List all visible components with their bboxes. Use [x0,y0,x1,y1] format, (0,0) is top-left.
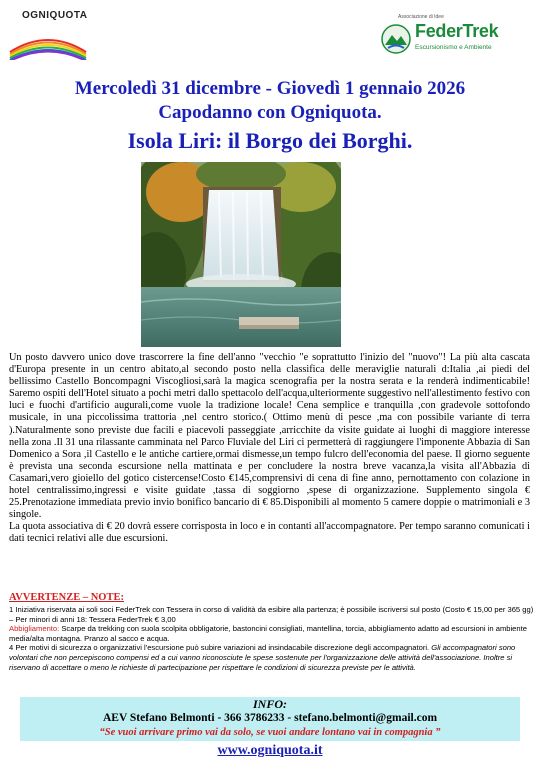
note-clothing-text: Scarpe da trekking con suola scolpita obbligatorie, bastoncini consigliati, mantellina, torcia, abbigliamento adatto ad escursioni in ambiente media/alta montagna. Pranzo al sacco e acqua. [9,624,527,643]
note-clothing-label: Abbigliamento: [9,624,60,634]
description-paragraph-fee: La quota associativa di € 20 dovrà essere corrisposta in loco e in contanti all'accompagnatore. Per tempo saranno comunicati i dati tecnici relativi alle due escursioni. [9,521,530,545]
ogniquota-logo-text: OGNIQUOTA [22,10,88,21]
ogniquota-logo [6,8,90,62]
rainbow-arc-icon [6,22,90,60]
federtrek-logo-tagline: Associazione di Idee [398,14,444,20]
event-date-title: Mercoledì 31 dicembre - Giovedì 1 gennaio 2026 [74,78,466,99]
event-location-title: Isola Liri: il Borgo dei Borghi. [127,128,413,153]
event-name-title: Capodanno con Ogniquota. [158,102,382,123]
motto-quote: “Se vuoi arrivare primo vai da solo, se vuoi andare lontano vai in compagnia ” [99,727,441,738]
note-clothing [9,624,539,643]
federtrek-emblem-icon [380,23,412,55]
federtrek-logo-subtitle: Escursionismo e Ambiente [415,44,492,51]
info-title: INFO: [252,697,287,711]
event-description [9,352,530,546]
contact-line: AEV Stefano Belmonti - 366 3786233 - stefano.belmonti@gmail.com [102,712,438,724]
federtrek-logo-name: FederTrek [415,21,499,41]
note-safety [9,643,539,672]
description-paragraph: Un posto davvero unico dove trascorrere la fine dell'anno "vecchio "e soprattutto l'inizio del "nuovo"! La più alta cascata d'Europa presente in un centro abitato,al secondo posto nella classifica delle meraviglie naturali d:Italia ,ai piedi del bellissimo Castello Boncompagni Viscogliosi,sarà la magica scenografia per la nostra serata e la renderà indimenticabile! Saremo ospiti dell'Hotel situato a pochi metri dallo spettacolo dell'acqua,ulteriormente suggestivo nell'allestimento festivo con luci e fuochi d'artificio augurali,come vuole la tradizione locale! Cena semplice e tranquilla ,con gradevole sottofondo musicale, in una piccolissima trattoria ,nel centro storico.( Ottimo menù di pesce ,ma con possibile variante di terra ).Naturalmente sono previste due facili e piacevoli passeggiate ,arricchite da visite guidate ai luoghi di maggiore interesse nella zona .Il 31 una rilassante camminata nel Parco Fluviale del Liri ci permetterà di raggiungere l'imponente Abbazia di San Domenico a Sora ,il Castello e le antiche cartiere,ormai dismesse,un tempo fulcro dell'economia del paese. Il giorno seguente è prevista una seconda escursione nella mattinata e per concludere la nostra breve vacanza,la visita all'Abbazia di Casamari,vero gioiello del gotico cistercense!Costo €145,comprensivi di cena di fine anno, pernottamento con colazione in hotel centralissimo,ingressi e visite guidate ,tassa di soggiorno ,spese di organizzazione. Supplemento singola € 25.Prenotazione immediata previo invio bonifico bancario di € 85.Disponibili al momento 5 camere doppie o matrimoniali e 3 singole. [9,352,530,521]
note-volunteers-text: Gli accompagnatori sono volontari che non percepiscono compensi ed a cui vanno riconosciute le spese sostenute per l'organizzazione delle attività dell'associazione. Inoltre si riservano di accettare o meno le richieste di partecipazione per rispettare le condizioni di sicurezza previste per le attività. [9,643,516,672]
notes-section [9,605,539,672]
note-safety-text: 4 Per motivi di sicurezza o organizzativi l'escursione può subire variazioni ad insindacabile discrezione degli accompagnatori. [9,643,430,653]
federtrek-logo [380,14,530,60]
website-link[interactable]: www.ogniquota.it [217,743,323,758]
note-membership: 1 Iniziativa riservata ai soli soci FederTrek con Tessera in corso di validità da esibire alla partenza; è possibile iscriversi sul posto (Costo € 15,00 per 365 gg) – Per minori di anni 18: Tessera FederTrek € 3,00 [9,605,534,624]
waterfall-photo [141,162,341,347]
notes-heading: AVVERTENZE – NOTE: [9,592,124,603]
